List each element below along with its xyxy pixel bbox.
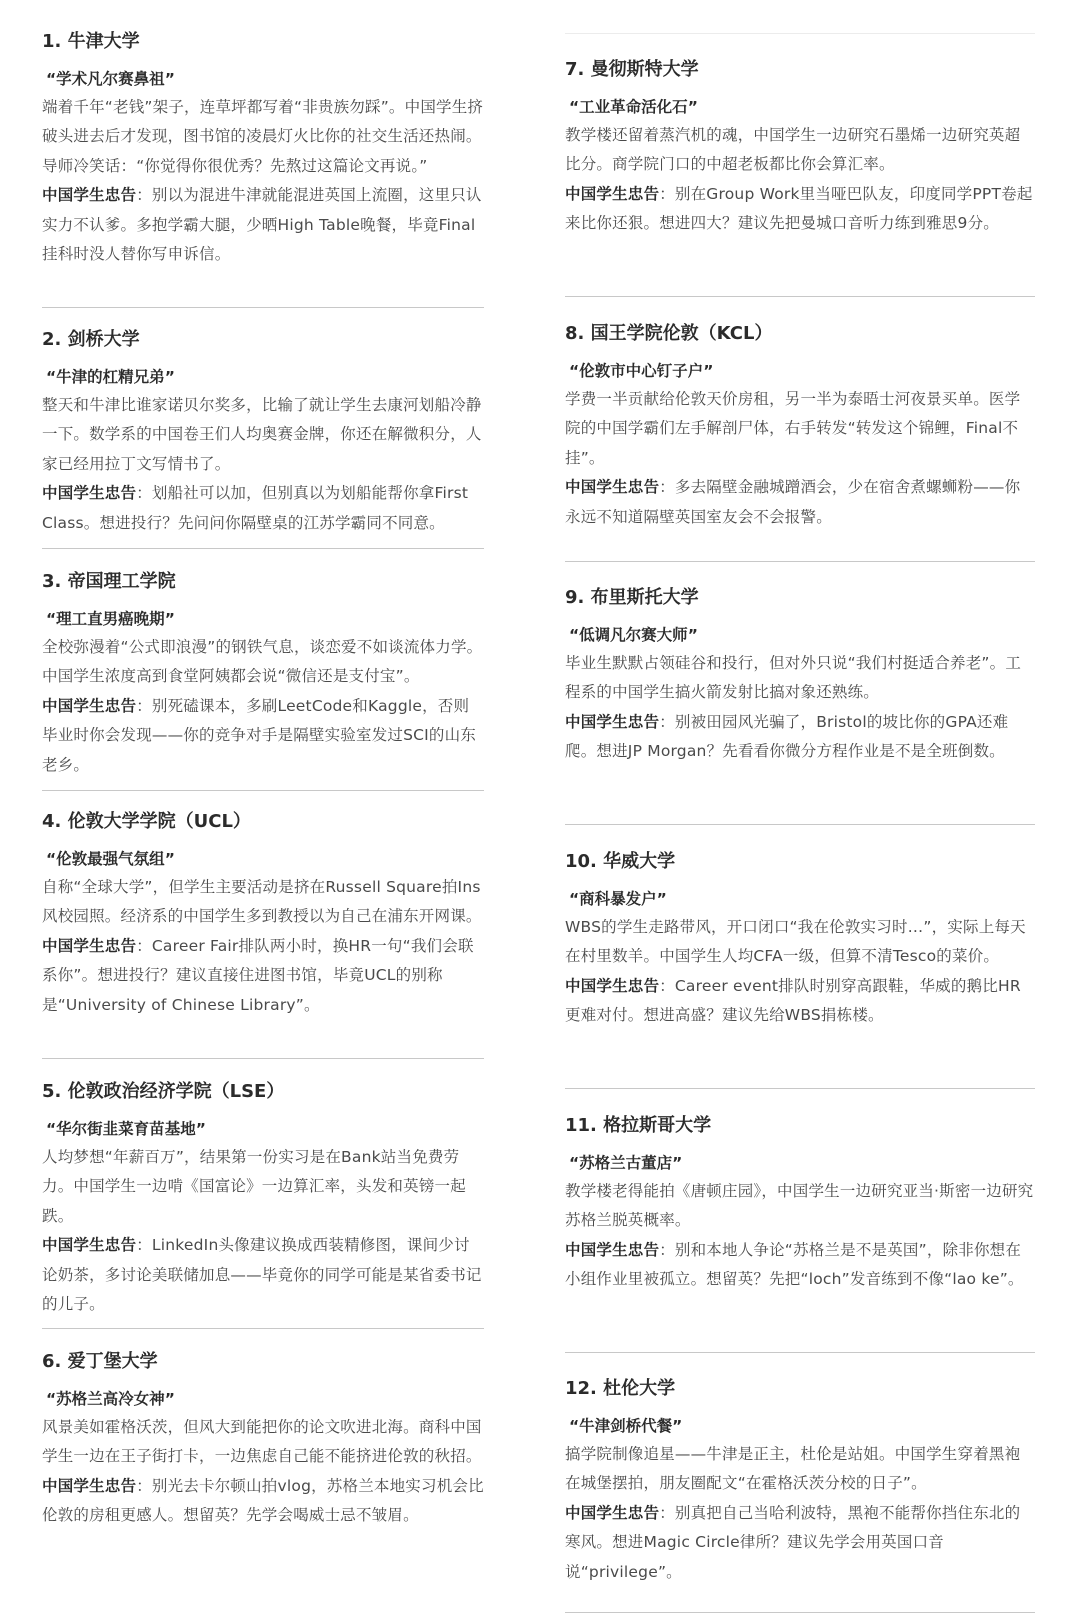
section-nickname: “理工直男癌晚期” bbox=[46, 610, 175, 628]
university-section-manchester bbox=[565, 58, 1035, 239]
university-section-bristol bbox=[565, 586, 1035, 767]
university-section-edinburgh bbox=[42, 1350, 484, 1531]
section-divider bbox=[42, 307, 484, 308]
section-advice bbox=[565, 1236, 1035, 1295]
advice-label: 中国学生忠告 bbox=[565, 184, 660, 203]
section-divider bbox=[565, 1088, 1035, 1089]
section-divider bbox=[565, 1612, 1035, 1613]
section-divider bbox=[42, 790, 484, 791]
advice-label: 中国学生忠告 bbox=[42, 484, 137, 503]
section-description: 学费一半贡献给伦敦天价房租，另一半为泰晤士河夜景买单。医学院的中国学霸们左手解剖尸体，右手转发“转发这个锦鲤，Final不挂”。 bbox=[565, 390, 1021, 467]
section-advice bbox=[42, 692, 484, 780]
section-heading: 7. 曼彻斯特大学 bbox=[565, 59, 699, 80]
section-divider bbox=[565, 561, 1035, 562]
section-nickname: “牛津的杠精兄弟” bbox=[46, 368, 175, 386]
section-divider bbox=[42, 548, 484, 549]
section-divider bbox=[42, 1058, 484, 1059]
section-nickname: “华尔街韭菜育苗基地” bbox=[46, 1120, 206, 1138]
section-advice bbox=[565, 473, 1035, 532]
advice-text: ：别和本地人争论“苏格兰是不是英国”，除非你想在小组作业里被孤立。想留英？先把“loch”发音练到不像“lao ke”。 bbox=[565, 1240, 1024, 1289]
section-nickname: “低调凡尔赛大师” bbox=[569, 626, 698, 644]
advice-text: ：Career Fair排队两小时，换HR一句“我们会联系你”。想进投行？建议直接住进图书馆，毕竟UCL的别称是“University of Chinese Library”。 bbox=[42, 936, 474, 1014]
section-nickname: “工业革命活化石” bbox=[569, 98, 698, 116]
university-section-lse bbox=[42, 1080, 484, 1319]
section-advice bbox=[565, 180, 1035, 239]
section-heading: 11. 格拉斯哥大学 bbox=[565, 1115, 712, 1136]
advice-text: ：别光去卡尔顿山拍vlog，苏格兰本地实习机会比伦敦的房租更感人。想留英？先学会喝威士忌不皱眉。 bbox=[42, 1476, 484, 1525]
section-description: 端着千年“老钱”架子，连草坪都写着“非贵族勿踩”。中国学生挤破头进去后才发现，图书馆的凌晨灯火比你的社交生活还热闹。导师冷笑话：“你觉得你很优秀？先熬过这篇论文再说。” bbox=[42, 98, 484, 175]
section-heading: 9. 布里斯托大学 bbox=[565, 587, 699, 608]
section-nickname: “伦敦最强气氛组” bbox=[46, 850, 175, 868]
advice-label: 中国学生忠告 bbox=[565, 976, 660, 995]
section-description: 全校弥漫着“公式即浪漫”的钢铁气息，谈恋爱不如谈流体力学。中国学生浓度高到食堂阿姨都会说“微信还是支付宝”。 bbox=[42, 638, 483, 686]
section-heading: 12. 杜伦大学 bbox=[565, 1378, 676, 1399]
section-advice bbox=[42, 932, 484, 1020]
section-advice bbox=[42, 1472, 484, 1531]
section-description: 整天和牛津比谁家诺贝尔奖多，比输了就让学生去康河划船冷静一下。数学系的中国卷王们人均奥赛金牌，你还在解微积分，人家已经用拉丁文写情书了。 bbox=[42, 396, 482, 473]
advice-text: ：LinkedIn头像建议换成西装精修图，课间少讨论奶茶，多讨论美联储加息——毕竟你的同学可能是某省委书记的儿子。 bbox=[42, 1236, 482, 1314]
section-nickname: “苏格兰古董店” bbox=[569, 1154, 683, 1172]
section-heading: 3. 帝国理工学院 bbox=[42, 571, 176, 592]
section-advice bbox=[42, 181, 484, 269]
section-nickname: “牛津剑桥代餐” bbox=[569, 1417, 683, 1435]
section-advice bbox=[42, 479, 484, 538]
advice-label: 中国学生忠告 bbox=[42, 696, 137, 715]
section-advice bbox=[42, 1231, 484, 1319]
section-description: 毕业生默默占领硅谷和投行，但对外只说“我们村挺适合养老”。工程系的中国学生搞火箭发射比搞对象还熟练。 bbox=[565, 654, 1022, 702]
university-section-imperial bbox=[42, 570, 484, 780]
section-divider bbox=[565, 33, 1035, 34]
section-advice bbox=[565, 972, 1035, 1031]
advice-label: 中国学生忠告 bbox=[42, 1236, 137, 1255]
advice-label: 中国学生忠告 bbox=[565, 1503, 660, 1522]
section-nickname: “学术凡尔赛鼻祖” bbox=[46, 70, 175, 88]
university-section-durham bbox=[565, 1377, 1035, 1587]
advice-text: ：别真把自己当哈利波特，黑袍不能帮你挡住东北的寒风。想进Magic Circle律所？建议先学会用英国口音说“privilege”。 bbox=[565, 1503, 1021, 1581]
advice-text: ：别被田园风光骗了，Bristol的坡比你的GPA还难爬。想进JP Morgan？先看看你微分方程作业是不是全班倒数。 bbox=[565, 712, 1009, 761]
advice-text: ：划船社可以加，但别真以为划船能帮你拿First Class。想进投行？先问问你隔壁桌的江苏学霸同不同意。 bbox=[42, 484, 469, 532]
section-heading: 1. 牛津大学 bbox=[42, 31, 140, 52]
advice-text: ：别死磕课本，多刷LeetCode和Kaggle，否则毕业时你会发现——你的竞争对手是隔壁实验室发过SCI的山东老乡。 bbox=[42, 696, 477, 774]
section-description: WBS的学生走路带风，开口闭口“我在伦敦实习时…”，实际上每天在村里数羊。中国学生人均CFA一级，但算不清Tesco的菜价。 bbox=[565, 918, 1026, 966]
section-heading: 5. 伦敦政治经济学院（LSE） bbox=[42, 1081, 285, 1102]
advice-label: 中国学生忠告 bbox=[565, 478, 660, 497]
section-nickname: “商科暴发户” bbox=[569, 890, 667, 908]
advice-text: ：别在Group Work里当哑巴队友，印度同学PPT卷起来比你还狠。想进四大？建议先把曼城口音听力练到雅思9分。 bbox=[565, 184, 1033, 233]
university-section-kcl bbox=[565, 322, 1035, 532]
advice-label: 中国学生忠告 bbox=[565, 1240, 660, 1259]
section-description: 教学楼还留着蒸汽机的魂，中国学生一边研究石墨烯一边研究英超比分。商学院门口的中超老板都比你会算汇率。 bbox=[565, 126, 1021, 174]
section-advice bbox=[565, 1499, 1035, 1587]
section-heading: 2. 剑桥大学 bbox=[42, 329, 140, 350]
section-description: 教学楼老得能拍《唐顿庄园》，中国学生一边研究亚当·斯密一边研究苏格兰脱英概率。 bbox=[565, 1182, 1034, 1230]
section-nickname: “苏格兰高冷女神” bbox=[46, 1390, 175, 1408]
section-divider bbox=[565, 824, 1035, 825]
advice-label: 中国学生忠告 bbox=[42, 186, 137, 205]
advice-text: ：Career event排队时别穿高跟鞋，华威的鹅比HR更难对付。想进高盛？建议先给WBS捐栋楼。 bbox=[565, 976, 1021, 1025]
section-divider bbox=[42, 1328, 484, 1329]
section-heading: 4. 伦敦大学学院（UCL） bbox=[42, 811, 251, 832]
advice-label: 中国学生忠告 bbox=[42, 936, 137, 955]
advice-label: 中国学生忠告 bbox=[565, 712, 660, 731]
section-divider bbox=[565, 296, 1035, 297]
section-heading: 6. 爱丁堡大学 bbox=[42, 1351, 158, 1372]
section-description: 自称“全球大学”，但学生主要活动是挤在Russell Square拍Ins风校园照。经济系的中国学生多到教授以为自己在浦东开网课。 bbox=[42, 878, 482, 926]
advice-text: ：别以为混进牛津就能混进英国上流圈，这里只认实力不认爹。多抱学霸大腿，少晒High Table晚餐，毕竟Final挂科时没人替你写申诉信。 bbox=[42, 186, 482, 264]
section-description: 风景美如霍格沃茨，但风大到能把你的论文吹进北海。商科中国学生一边在王子街打卡，一边焦虑自己能不能挤进伦敦的秋招。 bbox=[42, 1418, 482, 1466]
university-section-ucl bbox=[42, 810, 484, 1020]
section-nickname: “伦敦市中心钉子户” bbox=[569, 362, 714, 380]
university-section-cambridge bbox=[42, 328, 484, 538]
section-description: 人均梦想“年薪百万”，结果第一份实习是在Bank站当免费劳力。中国学生一边啃《国富论》一边算汇率，头发和英镑一起跌。 bbox=[42, 1148, 466, 1225]
section-advice bbox=[565, 708, 1035, 767]
university-section-warwick bbox=[565, 850, 1035, 1031]
advice-label: 中国学生忠告 bbox=[42, 1476, 137, 1495]
section-description: 搞学院制像追星——牛津是正主，杜伦是站姐。中国学生穿着黑袍在城堡摆拍，朋友圈配文“在霍格沃茨分校的日子”。 bbox=[565, 1445, 1021, 1493]
university-section-glasgow bbox=[565, 1114, 1035, 1295]
section-divider bbox=[565, 1352, 1035, 1353]
section-heading: 8. 国王学院伦敦（KCL） bbox=[565, 323, 773, 344]
advice-text: ：多去隔壁金融城蹭酒会，少在宿舍煮螺蛳粉——你永远不知道隔壁英国室友会不会报警。 bbox=[565, 478, 1021, 526]
section-heading: 10. 华威大学 bbox=[565, 851, 676, 872]
university-section-oxford bbox=[42, 30, 484, 269]
